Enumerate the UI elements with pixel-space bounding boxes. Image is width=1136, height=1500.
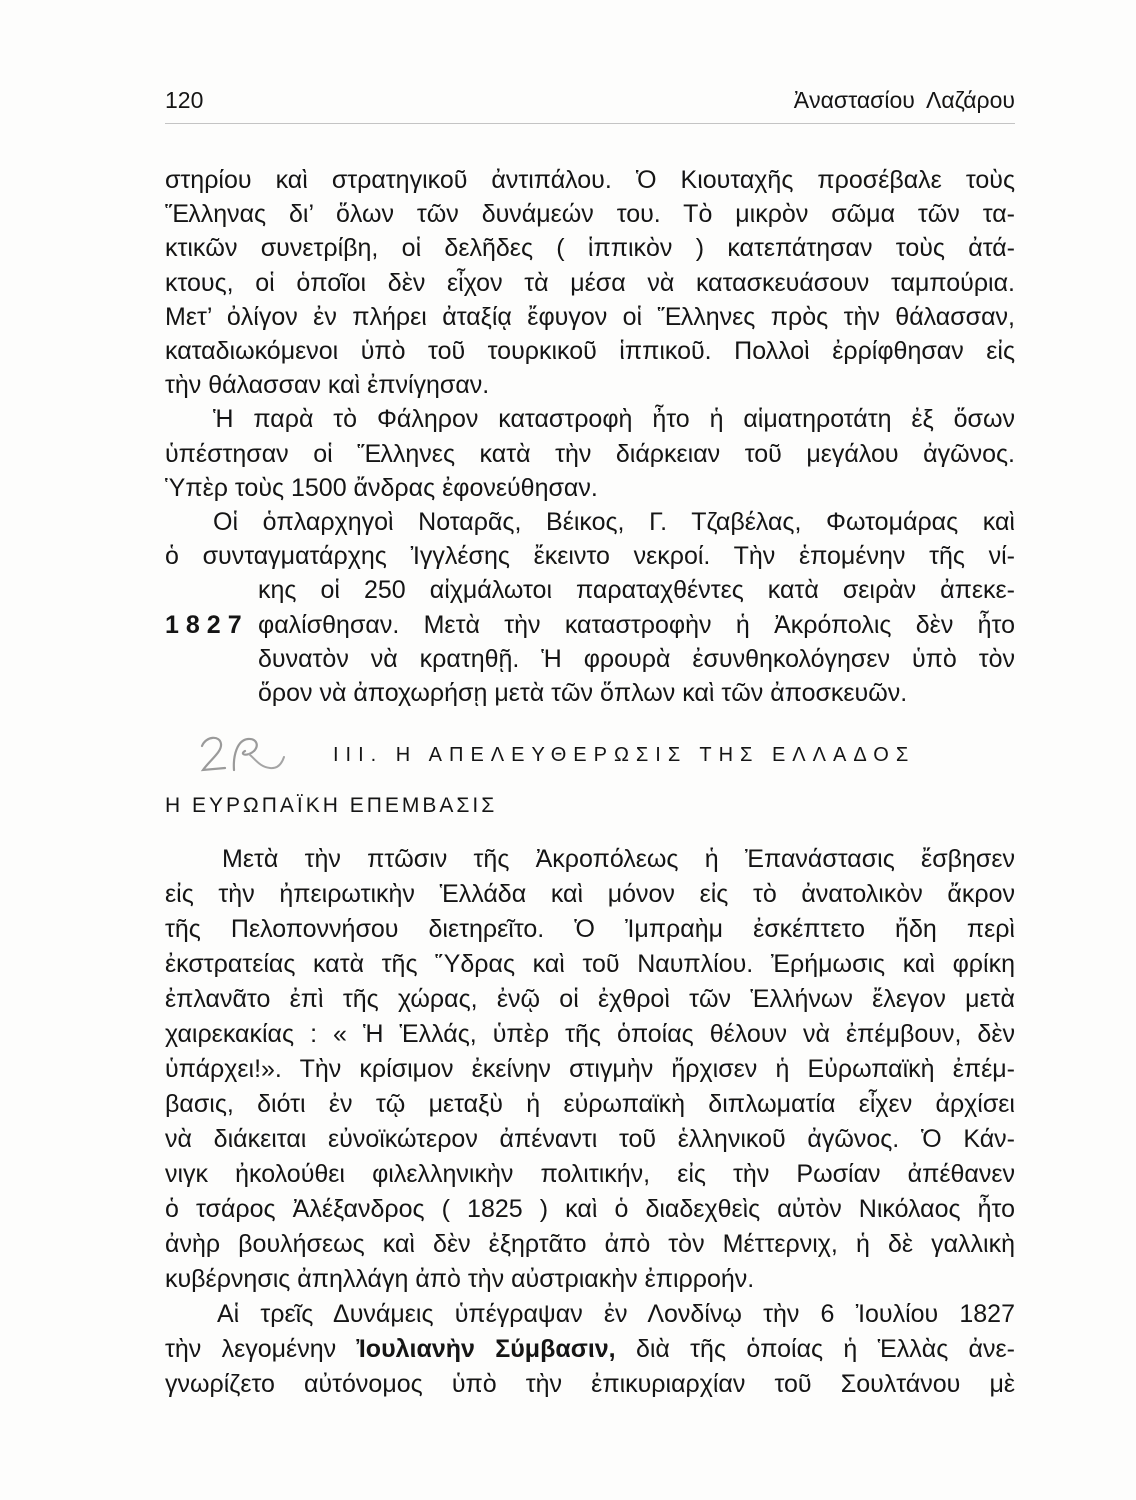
paragraph <box>165 505 1015 710</box>
text-run: τὴν λεγομένην <box>165 1335 357 1363</box>
text-line: Οἱ ὁπλαρχηγοὶ Νοταρᾶς, Βέικος, Γ. Τζαβέλας, Φωτομάρας καὶ <box>213 508 1015 537</box>
text-line: κτους, οἱ ὁποῖοι δὲν εἶχον τὰ μέσα νὰ κατασκευάσουν ταμπούρια. <box>165 268 1015 297</box>
text-run: διὰ τῆς ὁποίας ἡ Ἑλλὰς ἀνε- <box>615 1335 1015 1363</box>
running-head: Ἀναστασίου Λαζάρου <box>793 87 1015 113</box>
text-line: νὰ διάκειται εὐνοϊκώτερον ἀπέναντι τοῦ ἑλληνικοῦ ἀγῶνος. Ὁ Κάν- <box>165 1125 1015 1153</box>
text-line: ἐπλανᾶτο ἐπὶ τῆς χώρας, ἐνῷ οἱ ἐχθροὶ τῶν Ἑλλήνων ἔλεγον μετὰ <box>165 985 1015 1013</box>
text-line: ὁ συνταγματάρχης Ἰγγλέσης ἔκειντο νεκροί. Τὴν ἑπομένην τῆς νί- <box>165 542 1015 571</box>
text-line: Μετ’ ὀλίγον ἐν πλήρει ἀταξίᾳ ἔφυγον οἱ Ἕλληνες πρὸς τὴν θάλασσαν, <box>165 302 1015 331</box>
paragraph <box>165 1297 1015 1402</box>
text-line: ἐκστρατείας κατὰ τῆς Ὕδρας καὶ τοῦ Ναυπλίου. Ἐρήμωσις καὶ φρίκη <box>165 950 1015 978</box>
text-line: δυνατὸν νὰ κρατηθῇ. Ἡ φρουρὰ ἐσυνθηκολόγησεν ὑπὸ τὸν <box>258 644 1015 673</box>
text-line <box>165 1332 1015 1367</box>
text-line: Μετὰ τὴν πτῶσιν τῆς Ἀκροπόλεως ἡ Ἐπανάστασις ἔσβησεν <box>222 845 1015 873</box>
section-title: III. Η ΑΠΕΛΕΥΘΕΡΩΣΙΣ ΤΗΣ ΕΛΛΑΔΟΣ <box>333 744 916 766</box>
text-line: στηρίου καὶ στρατηγικοῦ ἀντιπάλου. Ὁ Κιουταχῆς προσέβαλε τοὺς <box>165 166 1015 194</box>
text-line: καταδιωκόμενοι ὑπὸ τοῦ τουρκικοῦ ἱππικοῦ. Πολλοὶ ἐρρίφθησαν εἰς <box>165 337 1015 366</box>
text-line: τῆς Πελοποννήσου διετηρεῖτο. Ὁ Ἰμπραὴμ ἐσκέπτετο ἤδη περὶ <box>165 915 1015 943</box>
paragraph <box>165 842 1015 1297</box>
text-line: κης οἱ 250 αἰχμάλωτοι παραταχθέντες κατὰ σειρὰν ἀπεκε- <box>258 576 1015 605</box>
handwritten-mark <box>194 730 290 780</box>
text-line <box>165 608 1015 642</box>
header-rule <box>165 123 1015 124</box>
page-number: 120 <box>165 87 204 113</box>
text-line: Αἱ τρεῖς Δυνάμεις ὑπέγραψαν ἐν Λονδίνῳ τὴν 6 Ἰουλίου 1827 <box>217 1300 1015 1328</box>
text-line: ὑπέστησαν οἱ Ἕλληνες κατὰ τὴν διάρκειαν τοῦ μεγάλου ἀγῶνος. <box>165 439 1015 468</box>
text-line: Ἕλληνας δι’ ὅλων τῶν δυνάμεών του. Τὸ μικρὸν σῶμα τῶν τα- <box>165 200 1015 229</box>
text-line: Ἡ παρὰ τὸ Φάληρον καταστροφὴ ἦτο ἡ αἱματηροτάτη ἐξ ὅσων <box>213 405 1015 434</box>
text-block <box>165 163 1015 710</box>
section-text-block <box>165 842 1015 1402</box>
paragraph <box>165 163 1015 402</box>
bold-term: Ἰουλιανὴν Σύμβασιν, <box>356 1335 616 1363</box>
margin-date: 1827 <box>165 610 249 639</box>
section-subtitle: Η ΕΥΡΩΠΑΪΚΗ ΕΠΕΜΒΑΣΙΣ <box>165 794 498 817</box>
text-line: τὴν θάλασσαν καὶ ἐπνίγησαν. <box>165 371 490 400</box>
text-line: ἀνὴρ βουλήσεως καὶ δὲν ἐξηρτᾶτο ἀπὸ τὸν Μέττερνιχ, ἡ δὲ γαλλικὴ <box>165 1230 1015 1258</box>
text-line-content: φαλίσθησαν. Μετὰ τὴν καταστροφὴν ἡ Ἀκρόπολις δὲν ἦτο <box>258 610 1015 639</box>
text-line: ὅρον νὰ ἀποχωρήσῃ μετὰ τῶν ὅπλων καὶ τῶν ἀποσκευῶν. <box>258 679 908 708</box>
text-line: εἰς τὴν ἠπειρωτικὴν Ἑλλάδα καὶ μόνον εἰς τὸ ἀνατολικὸν ἄκρον <box>165 880 1015 908</box>
text-line: χαιρεκακίας : « Ἡ Ἑλλάς, ὑπὲρ τῆς ὁποίας θέλουν νὰ ἐπέμβουν, δὲν <box>165 1020 1015 1048</box>
page-header <box>165 86 1015 114</box>
text-line: νιγκ ἠκολούθει φιλελληνικὴν πολιτικήν, εἰς τὴν Ρωσίαν ἀπέθανεν <box>165 1160 1015 1188</box>
text-line: Ὑπὲρ τοὺς 1500 ἄνδρας ἐφονεύθησαν. <box>165 473 598 502</box>
paragraph <box>165 402 1015 505</box>
text-line: κυβέρνησις ἀπηλλάγη ἀπὸ τὴν αὐστριακὴν ἐπιρροήν. <box>165 1265 755 1293</box>
text-line: βασις, διότι ἐν τῷ μεταξὺ ἡ εὐρωπαϊκὴ διπλωματία εἶχεν ἀρχίσει <box>165 1090 1015 1118</box>
text-line: κτικῶν συνετρίβη, οἱ δελῆδες ( ἱππικὸν ) κατεπάτησαν τοὺς ἀτά- <box>165 234 1015 263</box>
text-line: ὁ τσάρος Ἀλέξανδρος ( 1825 ) καὶ ὁ διαδεχθεὶς αὐτὸν Νικόλαος ἦτο <box>165 1195 1015 1223</box>
text-line: ὑπάρχει!». Τὴν κρίσιμον ἐκείνην στιγμὴν ἤρχισεν ἡ Εὐρωπαϊκὴ ἐπέμ- <box>165 1055 1015 1083</box>
text-line: γνωρίζετο αὐτόνομος ὑπὸ τὴν ἐπικυριαρχίαν τοῦ Σουλτάνου μὲ <box>165 1370 1015 1398</box>
